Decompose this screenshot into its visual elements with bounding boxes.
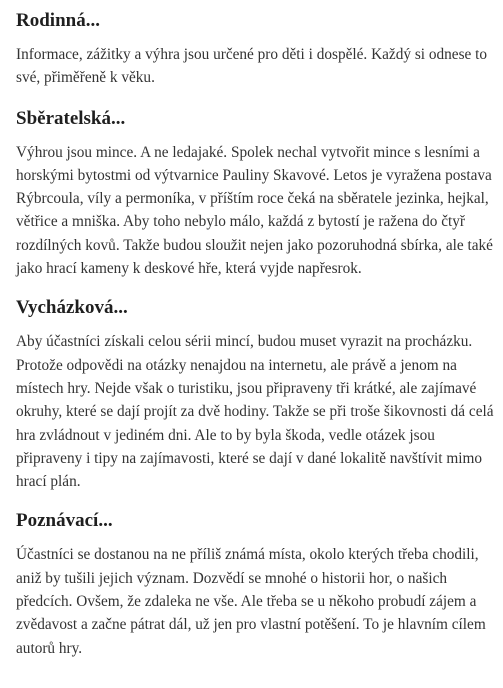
section-walking — [16, 280, 495, 493]
section-family — [16, 0, 495, 90]
section-paragraph: Aby účastníci získali celou sérii mincí, budou muset vyrazit na procházku. Protože odpovědi na otázky nenajdou na internetu, ale právě a jenom na místech hry. Nejde však o turistiku, jsou připraveny tři krátké, ale zajímavé okruhy, které se dají projít za dvě hodiny. Takže se při troše šikovnosti dá celá hra zvládnout v jediném dni. Ale to by byla škoda, vedle otázek jsou připraveny i tipy na zajímavosti, které se dají v dané lokalitě navštívit mimo hrací plán. — [16, 333, 494, 491]
section-heading: Poznávací... — [16, 510, 113, 532]
section-paragraph: Výhrou jsou mince. A ne ledajaké. Spolek nechal vytvořit mince s lesními a horskými bytostmi od výtvarnice Pauliny Skavové. Letos je vyražena postava Rýbrcoula, víly a permoníka, v příštím roce čeká na sběratele jezinka, hejkal, větřice a mniška. Aby toho nebylo málo, každá z bytostí je ražena do čtyř rozdílných kovů. Takže budou sloužit nejen jako pozoruhodná sbírka, ale také jako hrací kameny k deskové hře, která vyjde napřesrok. — [16, 143, 493, 278]
section-heading: Vycházková... — [16, 297, 128, 319]
section-heading: Rodinná... — [16, 10, 100, 31]
section-paragraph: Účastníci se dostanou na ne příliš známá místa, okolo kterých třeba chodili, aniž by tušili jejich význam. Dozvědí se mnohé o historii hor, o našich předcích. Ovšem, že zdaleka ne vše. Ale třeba se u někoho probudí zájem a zvědavost a začne pátrat dál, už jen pro vlastní potěšení. To je hlavním cílem autorů hry. — [16, 546, 486, 657]
section-collector — [16, 90, 495, 281]
section-discovery — [16, 493, 495, 659]
section-paragraph: Informace, zážitky a výhra jsou určené pro děti i dospělé. Každý si odnese to své, přiměřeně k věku. — [16, 46, 488, 87]
section-heading: Sběratelská... — [16, 107, 126, 129]
